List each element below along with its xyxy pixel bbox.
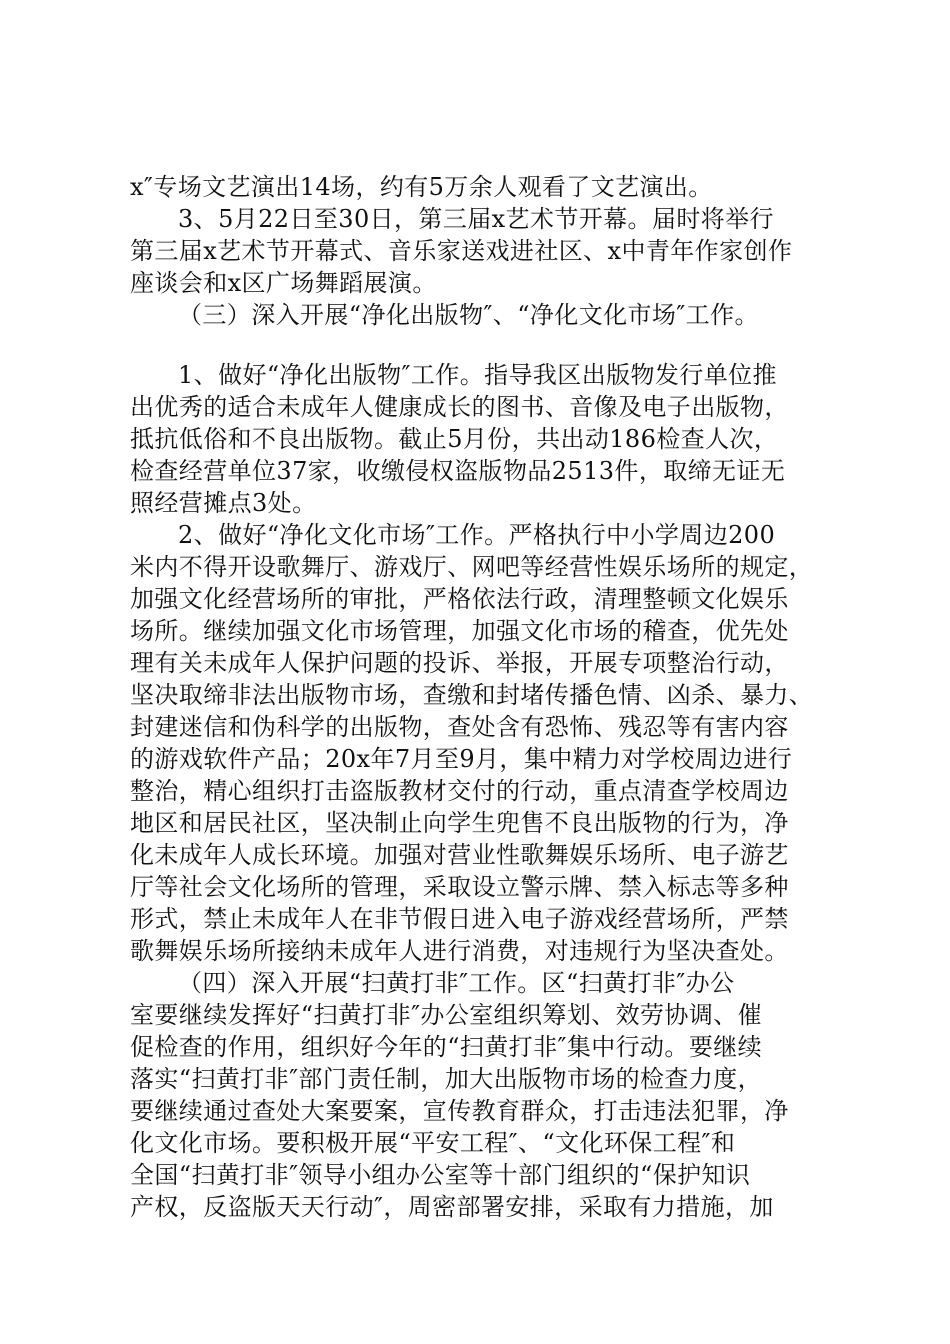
text-line: x″专场文艺演出14场，约有5万余人观看了文艺演出。 [130, 173, 713, 201]
paragraph-gap [130, 331, 830, 359]
text-line: 的游戏软件产品；20x年7月至9月，集中精力对学校周边进行 [130, 745, 793, 773]
text-line: 歌舞娱乐场所接纳未成年人进行消费，对违规行为坚决查处。 [130, 937, 789, 965]
paragraph-cultural-market [130, 519, 830, 967]
heading-line: （三）深入开展“净化出版物″、“净化文化市场″工作。 [178, 301, 759, 329]
text-line: 落实“扫黄打非″部门责任制，加大出版物市场的检查力度， [130, 1065, 763, 1093]
text-line: （四）深入开展“扫黄打非″工作。区“扫黄打非″办公 [178, 969, 735, 997]
text-line: 米内不得开设歌舞厅、游戏厅、网吧等经营性娱乐场所的规定， [130, 553, 814, 581]
text-line: 厅等社会文化场所的管理，采取设立警示牌、禁入标志等多种 [130, 873, 789, 901]
text-line: 地区和居民社区，坚决制止向学生兜售不良出版物的行为，净 [130, 809, 789, 837]
text-line: 3、5月22日至30日，第三届x艺术节开幕。届时将举行 [178, 205, 774, 233]
text-line: 第三届x艺术节开幕式、音乐家送戏进社区、x中青年作家创作 [130, 237, 793, 265]
document-body [130, 171, 830, 1223]
text-line: 照经营摊点3处。 [130, 489, 317, 517]
text-line: 场所。继续加强文化市场管理，加强文化市场的稽查，优先处 [130, 617, 789, 645]
text-line: 1、做好“净化出版物″工作。指导我区出版物发行单位推 [178, 361, 777, 389]
text-line: 要继续通过查处大案要案，宣传教育群众，打击违法犯罪，净 [130, 1097, 789, 1125]
text-line: 理有关未成年人保护问题的投诉、举报，开展专项整治行动， [130, 649, 789, 677]
text-line: 封建迷信和伪科学的出版物，查处含有恐怖、残忍等有害内容 [130, 713, 789, 741]
paragraph-publications [130, 359, 830, 519]
text-line: 化文化市场。要积极开展“平安工程″、“文化环保工程″和 [130, 1129, 736, 1157]
section-heading-three [130, 299, 830, 331]
text-line: 坚决取缔非法出版物市场，查缴和封堵传播色情、凶杀、暴力、 [130, 681, 814, 709]
text-line: 形式，禁止未成年人在非节假日进入电子游戏经营场所，严禁 [130, 905, 789, 933]
text-line: 抵抗低俗和不良出版物。截止5月份，共出动186检查人次， [130, 425, 779, 453]
text-line: 出优秀的适合未成年人健康成长的图书、音像及电子出版物， [130, 393, 789, 421]
text-line: 座谈会和x区广场舞蹈展演。 [130, 269, 437, 297]
paragraph-art-festival [130, 203, 830, 299]
text-line: 促检查的作用，组织好今年的“扫黄打非″集中行动。要继续 [130, 1033, 763, 1061]
paragraph-continuation [130, 171, 830, 203]
text-line: 2、做好“净化文化市场″工作。严格执行中小学周边200 [178, 521, 776, 549]
text-line: 化未成年人成长环境。加强对营业性歌舞娱乐场所、电子游艺 [130, 841, 789, 869]
text-line: 检查经营单位37家，收缴侵权盗版物品2513件，取缔无证无 [130, 457, 786, 485]
text-line: 全国“扫黄打非″领导小组办公室等十部门组织的“保护知识 [130, 1161, 751, 1189]
text-line: 加强文化经营场所的审批，严格依法行政，清理整顿文化娱乐 [130, 585, 789, 613]
text-line: 室要继续发挥好“扫黄打非″办公室组织筹划、效劳协调、催 [130, 1001, 763, 1029]
section-four-anti-piracy [130, 967, 830, 1223]
text-line: 整治，精心组织打击盗版教材交付的行动，重点清查学校周边 [130, 777, 789, 805]
text-line: 产权，反盗版天天行动″，周密部署安排，采取有力措施，加 [130, 1193, 774, 1221]
